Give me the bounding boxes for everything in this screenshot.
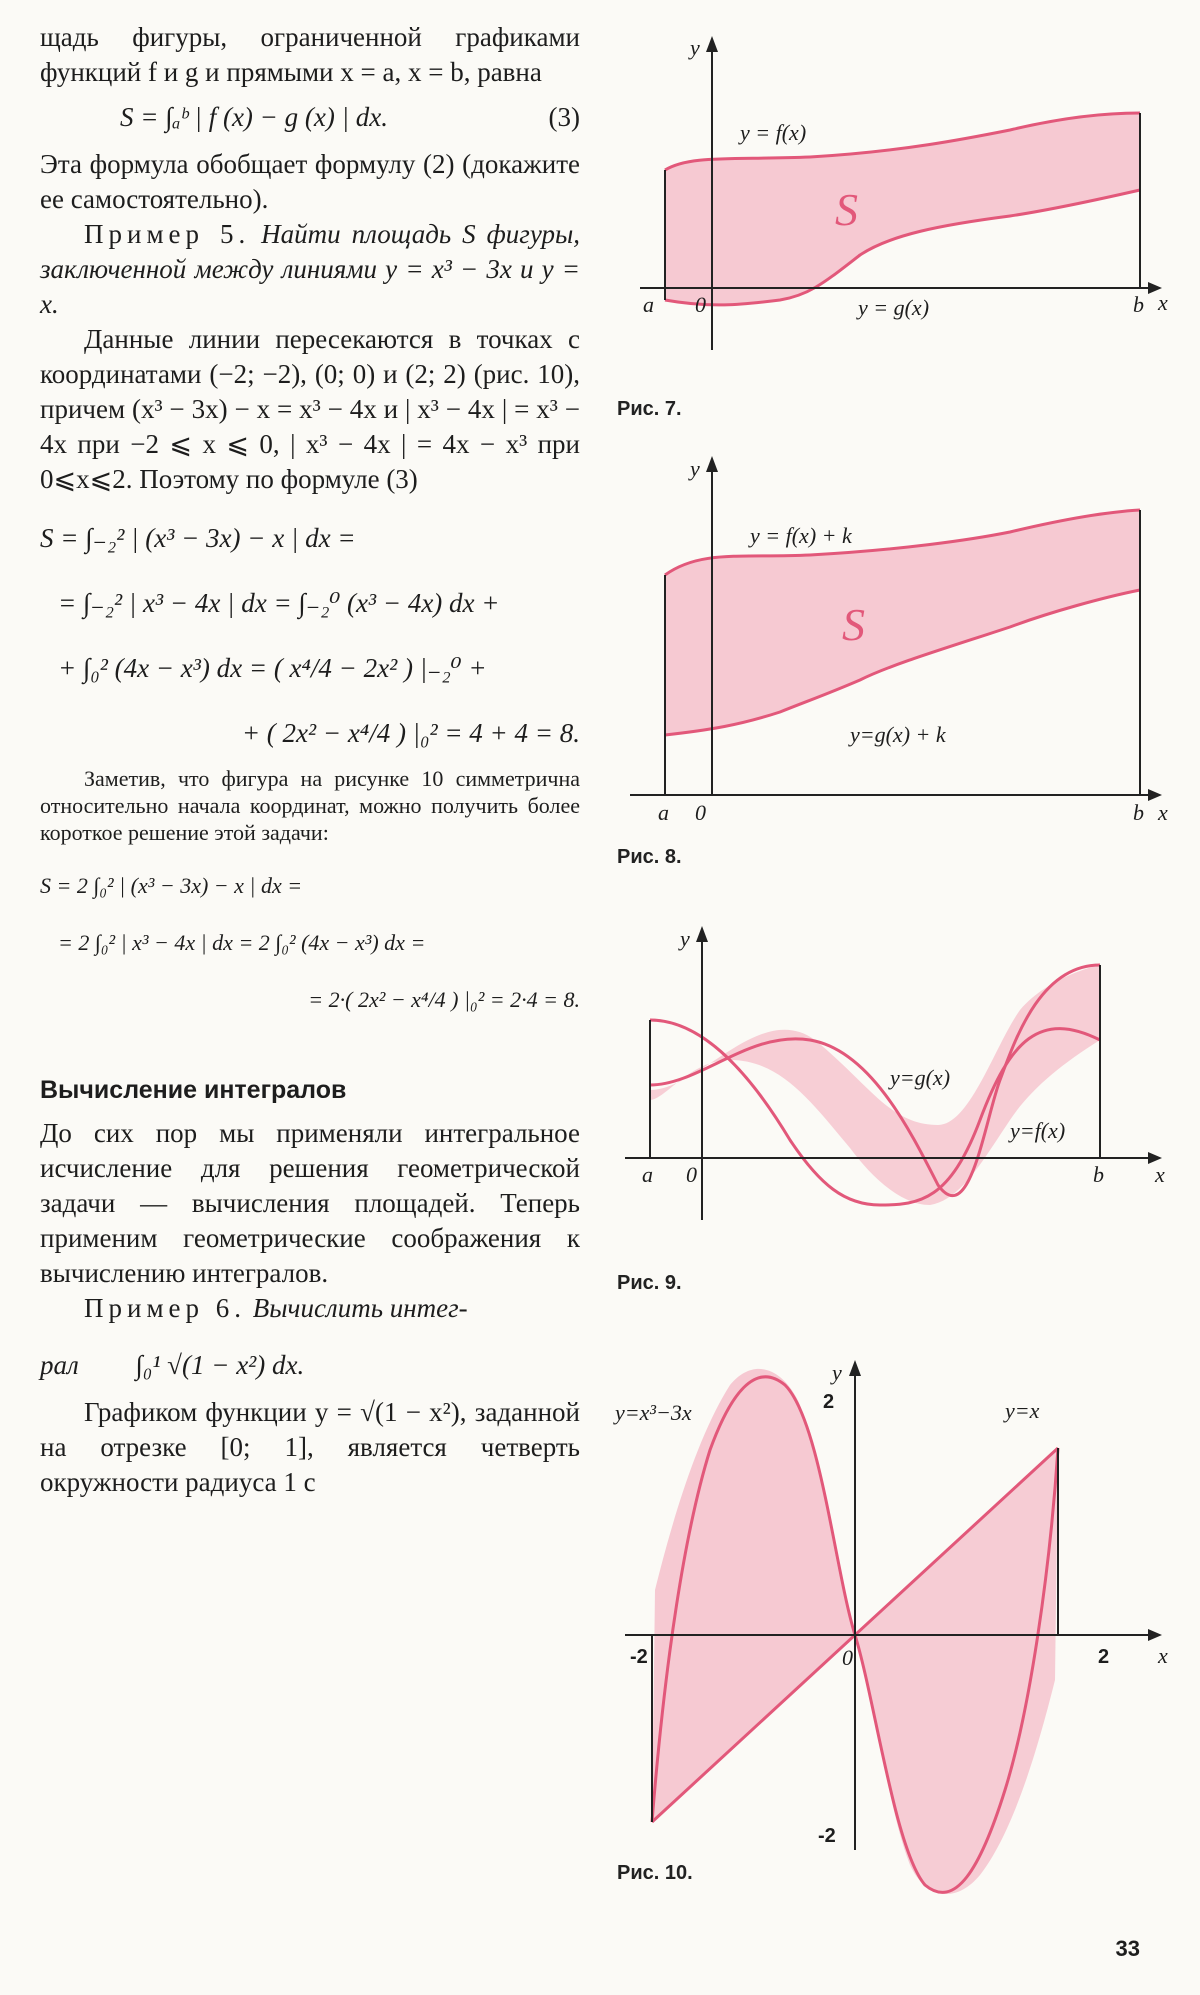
- fig8-a-label: a: [658, 800, 669, 825]
- figure-7-caption: Рис. 7.: [617, 398, 682, 420]
- calc-line-2: = ∫₋₂² | x³ − 4x | dx = ∫₋₂⁰ (x³ − 4x) dx +: [58, 588, 500, 618]
- fig10-x-label: x: [1158, 1643, 1168, 1668]
- example-6-integral-line: [40, 1348, 580, 1383]
- figure-8: [610, 450, 1170, 825]
- short-line-1: S = 2 ∫₀² | (x³ − 3x) − x | dx =: [40, 873, 303, 898]
- section-heading: Вычисление интегралов: [40, 1076, 347, 1104]
- fig9-a-label: a: [642, 1162, 653, 1187]
- example-5-task: Найти площадь S фигуры, заключенной между линиями y = x³ − 3x и y = x.: [40, 219, 580, 319]
- example-6: [40, 1291, 580, 1326]
- example-6-task: Вычислить интег-: [252, 1293, 468, 1323]
- fig8-origin-label: 0: [695, 800, 706, 825]
- fig8-y-label: y: [690, 456, 700, 481]
- formula-3-expression: S = ∫ₐᵇ | f (x) − g (x) | dx.: [120, 102, 389, 132]
- fig7-x-label: x: [1158, 290, 1168, 315]
- fig7-b-label: b: [1133, 292, 1144, 317]
- fig10-x-pos-label: 2: [1098, 1646, 1110, 1668]
- fig7-a-label: a: [643, 292, 654, 317]
- fig10-y-label: y: [832, 1360, 842, 1385]
- fig10-cubic-label: y=x³−3x: [615, 1400, 692, 1425]
- example-5-heading: Пример 5.: [84, 219, 251, 249]
- short-line-2: = 2 ∫₀² | x³ − 4x | dx = 2 ∫₀² (4x − x³) dx =: [58, 930, 426, 955]
- intro-paragraph: щадь фигуры, ограниченной графиками функций f и g и прямыми x = a, x = b, равна: [40, 22, 580, 87]
- fig8-f-label: y = f(x) + k: [750, 523, 852, 548]
- fig10-line-label: y=x: [1005, 1398, 1040, 1423]
- generalization-paragraph: Эта формула обобщает формулу (2) (докажите ее самостоятельно).: [40, 149, 580, 214]
- fig7-origin-label: 0: [695, 292, 706, 317]
- fig7-g-label: y = g(x): [858, 295, 930, 320]
- example-6-integral: ∫₀¹ √(1 − x²) dx.: [135, 1350, 305, 1380]
- text-column: [40, 20, 580, 1500]
- fig8-g-label: y=g(x) + k: [850, 722, 946, 747]
- figure-10: [610, 1350, 1170, 1870]
- formula-3: [40, 100, 580, 135]
- figure-7: [610, 30, 1170, 340]
- fig9-origin-label: 0: [686, 1162, 697, 1187]
- symmetry-note: Заметив, что фигура на рисунке 10 симметрична относительно начала координат, можно получить более короткое решение этой задачи:: [40, 766, 580, 845]
- fig9-x-label: x: [1155, 1162, 1165, 1187]
- calc-line-1: S = ∫₋₂² | (x³ − 3x) − x | dx =: [40, 523, 356, 553]
- figure-9-caption: Рис. 9.: [617, 1272, 682, 1294]
- fig8-x-label: x: [1158, 800, 1168, 825]
- fig7-area-label: S: [835, 184, 858, 235]
- fig10-origin-label: 0: [842, 1645, 853, 1670]
- calc-line-4: + ( 2x² − x⁴/4 ) |₀² = 4 + 4 = 8.: [241, 718, 580, 748]
- figure-8-caption: Рис. 8.: [617, 846, 682, 868]
- fig10-x-neg-label: -2: [630, 1646, 648, 1668]
- graph-paragraph: Графиком функции y = √(1 − x²), заданной на отрезке [0; 1], является четверть окружности радиуса 1 с: [40, 1397, 580, 1497]
- fig9-b-label: b: [1093, 1162, 1104, 1187]
- fig9-y-label: y: [680, 926, 690, 951]
- fig10-y-pos-label: 2: [823, 1391, 835, 1413]
- calc-line-3: + ∫₀² (4x − x³) dx = ( x⁴/4 − 2x² ) |₋₂⁰ +: [58, 653, 487, 683]
- short-line-3: = 2·( 2x² − x⁴/4 ) |₀² = 2·4 = 8.: [308, 987, 580, 1012]
- example-5-body: Данные линии пересекаются в точках с координатами (−2; −2), (0; 0) и (2; 2) (рис. 10), причем (x³ − 3x) − x = x³ − 4x и | x³ − 4x | = x³ − 4x при −2 ⩽ x ⩽ 0, | x³ − 4x | = 4x − x³ при 0⩽x⩽2. Поэтому по формуле (3): [40, 324, 580, 494]
- formula-3-number: (3): [548, 102, 580, 132]
- fig8-area-label: S: [842, 599, 865, 650]
- section-body: До сих пор мы применяли интегральное исчисление для решения геометрической задачи — вычисления площадей. Теперь применим геометрические соображения к вычислению интегралов.: [40, 1118, 580, 1288]
- example-5: [40, 217, 580, 322]
- figure-10-caption: Рис. 10.: [617, 1862, 693, 1884]
- fig10-y-neg-label: -2: [818, 1825, 836, 1847]
- example-6-heading: Пример 6.: [84, 1293, 247, 1323]
- fig7-f-label: y = f(x): [740, 120, 807, 145]
- fig7-y-label: y: [690, 35, 700, 60]
- figure-9: [610, 920, 1170, 1250]
- fig8-b-label: b: [1133, 800, 1144, 825]
- example-6-task-end: рал: [40, 1350, 79, 1380]
- fig9-f-label: y=f(x): [1010, 1118, 1066, 1143]
- page-number: 33: [1115, 1936, 1140, 1961]
- fig9-g-label: y=g(x): [890, 1065, 951, 1090]
